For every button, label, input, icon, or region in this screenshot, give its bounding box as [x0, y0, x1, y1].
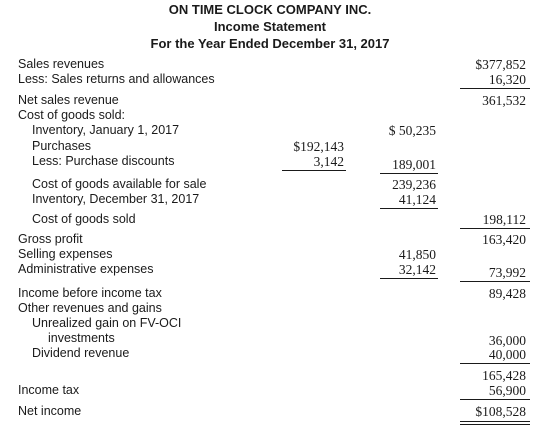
- line-label: Dividend revenue: [32, 346, 130, 360]
- subtotal-amount: 189,001: [392, 157, 436, 172]
- total-amount: 73,992: [488, 265, 526, 280]
- total-amount: $377,852: [475, 57, 526, 72]
- underline: [460, 399, 530, 400]
- line-label: Less: Purchase discounts: [32, 154, 175, 168]
- company-name: ON TIME CLOCK COMPANY INC.: [168, 2, 372, 17]
- underline: [460, 363, 530, 364]
- total-amount: 36,000: [488, 333, 526, 348]
- line-label: Cost of goods sold: [32, 212, 136, 226]
- detail-amount: $192,143: [293, 139, 344, 154]
- underline: [460, 228, 530, 229]
- underline: [380, 208, 438, 209]
- total-amount: 198,112: [482, 212, 526, 227]
- line-label: Net income: [18, 404, 82, 418]
- line-label: Net sales revenue: [18, 93, 119, 107]
- total-amount: 56,900: [488, 383, 526, 398]
- underline: [380, 278, 438, 279]
- statement-title: Income Statement: [214, 19, 326, 34]
- net-income-amount: $108,528: [475, 404, 526, 419]
- line-label: Selling expenses: [18, 247, 113, 261]
- subtotal-amount: 32,142: [398, 262, 436, 277]
- line-label: Sales revenues: [18, 57, 105, 71]
- subtotal-amount: 239,236: [392, 177, 436, 192]
- line-label: Inventory, December 31, 2017: [32, 192, 200, 206]
- underline: [380, 173, 438, 174]
- underline: [460, 281, 530, 282]
- line-label: Less: Sales returns and allowances: [18, 72, 215, 86]
- line-label: Unrealized gain on FV-OCI: [32, 316, 182, 330]
- line-label: Administrative expenses: [18, 262, 154, 276]
- statement-period: For the Year Ended December 31, 2017: [150, 36, 390, 51]
- line-label: Inventory, January 1, 2017: [32, 123, 180, 137]
- total-amount: 16,320: [488, 72, 526, 87]
- total-amount: 163,420: [482, 232, 526, 247]
- double-underline-bottom: [460, 424, 530, 425]
- section-label: Cost of goods sold:: [18, 108, 126, 122]
- total-amount: 361,532: [482, 93, 526, 108]
- line-label: Income tax: [18, 383, 80, 397]
- total-amount: 165,428: [482, 368, 526, 383]
- section-label: Other revenues and gains: [18, 301, 162, 315]
- line-label: Income before income tax: [18, 286, 162, 300]
- double-underline-top: [460, 421, 530, 422]
- subtotal-amount: 41,124: [398, 192, 436, 207]
- underline: [282, 170, 346, 171]
- underline: [460, 88, 530, 89]
- subtotal-amount: $ 50,235: [388, 123, 436, 138]
- line-label: Gross profit: [18, 232, 83, 246]
- line-label: investments: [48, 331, 115, 345]
- subtotal-amount: 41,850: [398, 247, 436, 262]
- detail-amount: 3,142: [313, 154, 344, 169]
- line-label: Cost of goods available for sale: [32, 177, 207, 191]
- total-amount: 89,428: [488, 286, 526, 301]
- line-label: Purchases: [32, 139, 92, 153]
- total-amount: 40,000: [488, 347, 526, 362]
